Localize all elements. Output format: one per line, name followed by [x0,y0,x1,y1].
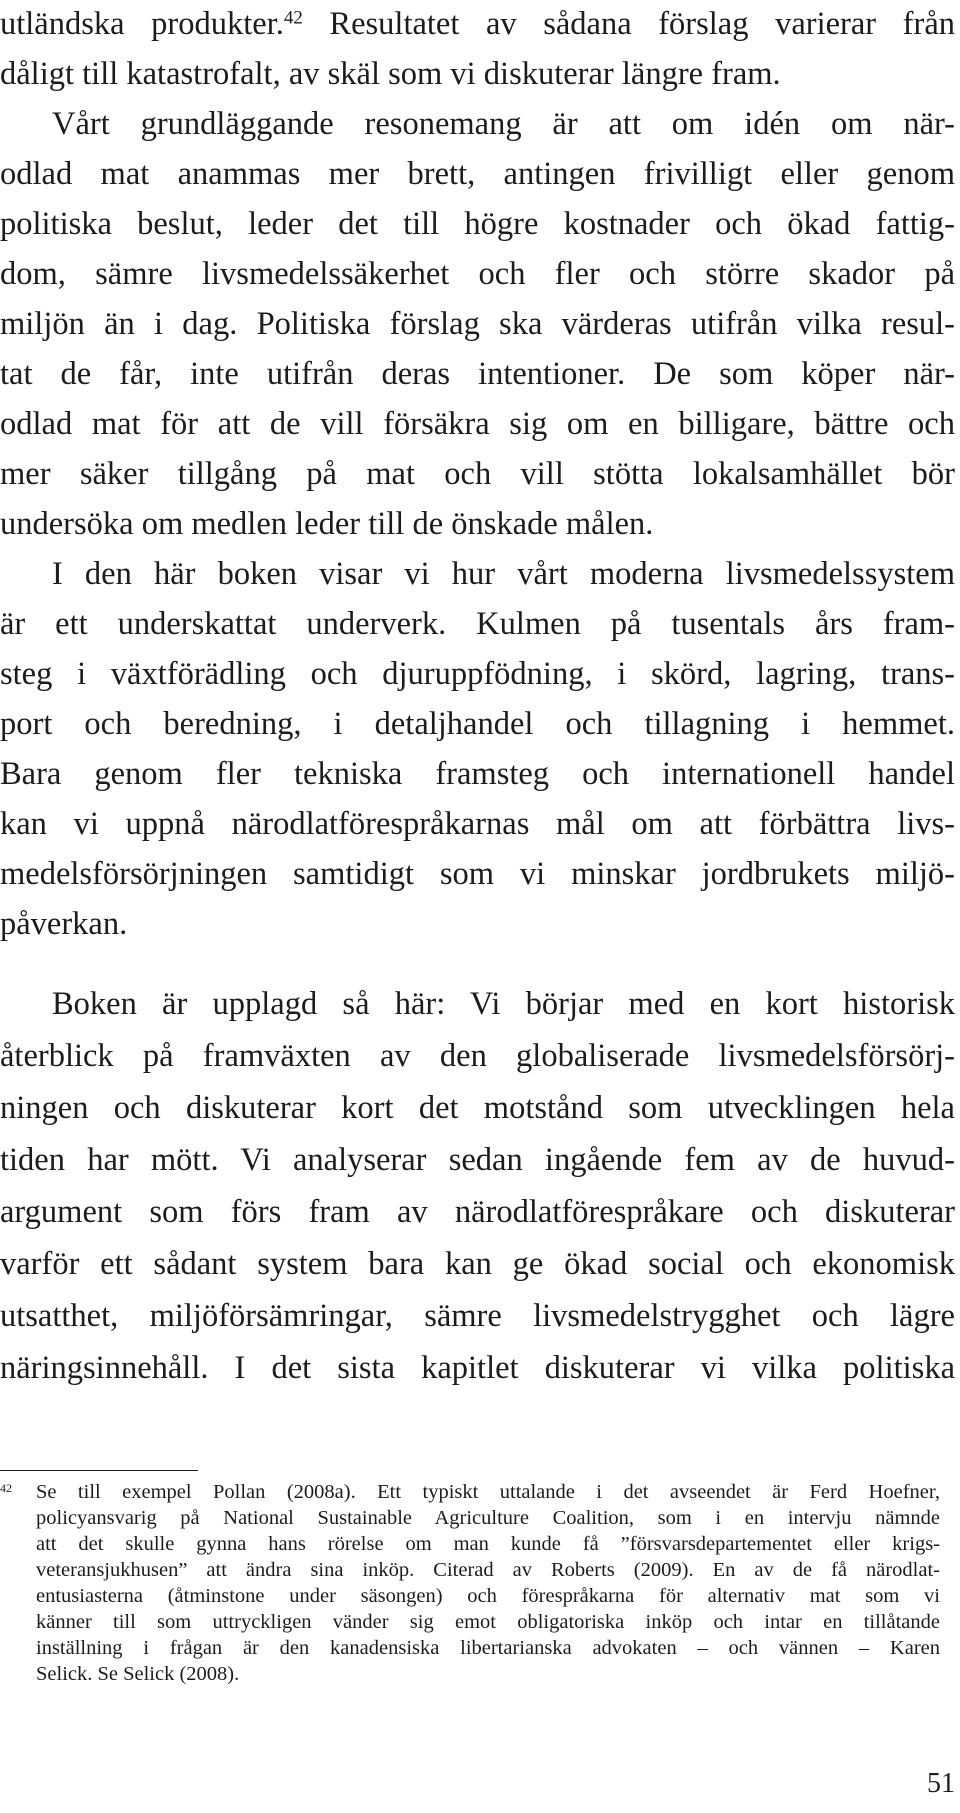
page-number: 51 [927,1768,955,1799]
text-line: Boken är upplagd så här: Vi börjar med en kort historisk [52,986,955,1022]
text-line: argument som förs fram av närodlatförespråkare och diskuterar [0,1194,955,1230]
text-line: medelsförsörjningen samtidigt som vi minskar jordbrukets miljö- [0,856,955,892]
text-line: tat de får, inte utifrån deras intentioner. De som köper när- [0,356,955,392]
text-line: utsatthet, miljöförsämringar, sämre livsmedelstrygghet och lägre [0,1298,955,1334]
text-line: näringsinnehåll. I det sista kapitlet diskuterar vi vilka politiska [0,1350,955,1386]
footnote-line: Selick. Se Selick (2008). [36,1663,240,1685]
text-line: politiska beslut, leder det till högre kostnader och ökad fattig- [0,206,955,242]
text-line: är ett underskattat underverk. Kulmen på tusentals års fram- [0,606,955,642]
text-line: ningen och diskuterar kort det motstånd som utvecklingen hela [0,1090,955,1126]
footnote-line: inställning i frågan är den kanadensiska libertarianska advokaten – och vännen – Karen [36,1637,940,1659]
footnote-marker: 42 [0,1481,12,1495]
text-line: miljön än i dag. Politiska förslag ska värderas utifrån vilka resul- [0,306,955,342]
text-line: tiden har mött. Vi analyserar sedan ingående fem av de huvud- [0,1142,955,1178]
text-line: utländska produkter.$^{42}$ Resultatet av sådana förslag varierar från [0,6,955,42]
text-line: Bara genom fler tekniska framsteg och internationell handel [0,756,955,792]
text-line: kan vi uppnå närodlatförespråkarnas mål om att förbättra livs- [0,806,955,842]
text-line: Vårt grundläggande resonemang är att om idén om när- [52,106,955,142]
text-line: steg i växtförädling och djuruppfödning, i skörd, lagring, trans- [0,656,955,692]
footnote-reference[interactable]: 42 [283,7,303,29]
footnote-divider [0,1470,198,1471]
footnote-line: känner till som uttryckligen vänder sig emot obligatoriska inköp och intar en tillåtande [36,1611,940,1633]
text-line: återblick på framväxten av den globaliserade livsmedelsförsörj- [0,1038,955,1074]
text-line: dom, sämre livsmedelssäkerhet och fler och större skador på [0,256,955,292]
footnote-line: entusiasterna (åtminstone under säsongen) och förespråkarna för alternativ mat som vi [36,1585,940,1607]
text-line: odlad mat för att de vill försäkra sig om en billigare, bättre och [0,406,955,442]
text-line: I den här boken visar vi hur vårt moderna livsmedelssystem [52,556,955,592]
text-line: mer säker tillgång på mat och vill stötta lokalsamhället bör [0,456,955,492]
text-line: dåligt till katastrofalt, av skäl som vi diskuterar längre fram. [0,56,781,92]
footnote-line: Se till exempel Pollan (2008a). Ett typiskt uttalande i det avseendet är Ferd Hoefner, [36,1481,940,1503]
text-line: port och beredning, i detaljhandel och tillagning i hemmet. [0,706,955,742]
text-line: varför ett sådant system bara kan ge ökad social och ekonomisk [0,1246,955,1282]
text-line: odlad mat anammas mer brett, antingen frivilligt eller genom [0,156,955,192]
footnote-line: policyansvarig på National Sustainable Agriculture Coalition, som i en intervju nämnde [36,1507,940,1529]
footnote-line: att det skulle gynna hans rörelse om man kunde få ”försvarsdepartementet eller krigs- [36,1533,940,1555]
footnote-line: veteransjukhusen” att ändra sina inköp. Citerad av Roberts (2009). En av de få närodlat- [36,1559,940,1581]
text-line: undersöka om medlen leder till de önskade målen. [0,506,654,542]
text-line: påverkan. [0,906,128,942]
